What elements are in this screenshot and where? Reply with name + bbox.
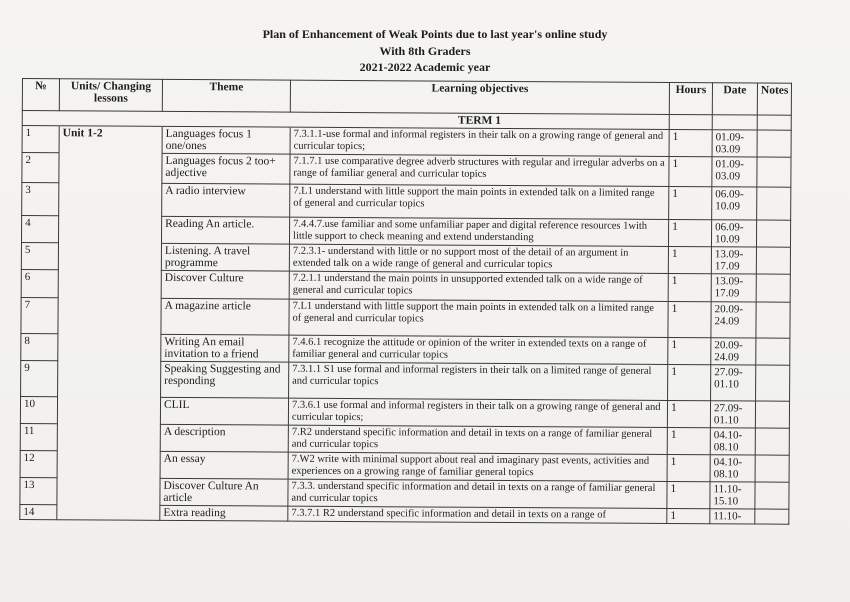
row-date: 01.09-03.09 bbox=[712, 157, 757, 187]
row-theme: Languages focus 1 one/ones bbox=[162, 126, 290, 154]
row-notes bbox=[757, 157, 792, 187]
row-objective: 7.2.3.1- understand with little or no support most of the detail of an argument in extended talk on a wide range of general and curricular topics bbox=[289, 244, 668, 273]
column-header-units: Units/ Changing lessons bbox=[59, 79, 162, 112]
row-hours: 1 bbox=[668, 246, 711, 273]
row-notes bbox=[757, 130, 792, 157]
row-date: 11.10-15.10 bbox=[710, 482, 755, 509]
row-notes bbox=[757, 187, 792, 220]
row-objective: 7.2.1.1 understand the main points in unsupported extended talk on a wide range of general and curricular topics bbox=[289, 271, 668, 301]
row-objective: 7.W2 write with minimal support about real and imaginary past events, activities and experiences on a growing range of familiar general topics bbox=[288, 452, 667, 481]
row-date: 20.09-24.09 bbox=[711, 338, 756, 365]
table-header-row bbox=[22, 79, 792, 116]
row-notes bbox=[756, 247, 791, 274]
row-notes bbox=[755, 401, 790, 428]
row-objective: 7.L1 understand with little support the main points in extended talk on a limited range of general and curricular topics bbox=[290, 184, 669, 219]
row-hours: 1 bbox=[668, 364, 711, 400]
row-number: 4 bbox=[21, 216, 58, 243]
row-hours: 1 bbox=[669, 186, 712, 219]
row-hours: 1 bbox=[669, 156, 712, 186]
row-theme: CLIL bbox=[160, 397, 288, 425]
row-date: 27.09-01.10 bbox=[710, 401, 755, 428]
row-objective: 7.3.7.1 R2 understand specific information and detail in texts on a range of bbox=[288, 506, 667, 523]
row-theme: A radio interview bbox=[162, 183, 290, 217]
row-number: 9 bbox=[21, 360, 58, 396]
row-notes bbox=[756, 220, 791, 247]
row-theme: Reading An article. bbox=[161, 216, 289, 244]
row-theme: Speaking Suggesting and responding bbox=[161, 361, 289, 398]
row-notes bbox=[756, 274, 791, 302]
row-theme: Extra reading bbox=[160, 505, 288, 521]
unit-cell: Unit 1-2 bbox=[57, 126, 162, 521]
row-notes bbox=[756, 338, 791, 365]
row-hours: 1 bbox=[667, 400, 710, 427]
row-objective: 7.1.7.1 use comparative degree adverb structures with regular and irregular adverbs on a range of familiar general and curricular topics bbox=[290, 154, 669, 186]
row-number: 2 bbox=[22, 153, 59, 183]
column-header-objectives: Learning objectives bbox=[290, 80, 669, 114]
row-theme: A description bbox=[160, 424, 288, 452]
row-hours: 1 bbox=[667, 427, 710, 454]
row-objective: 7.4.6.1 recognize the attitude or opinion of the writer in extended texts on a range of familiar general and curricular topics bbox=[289, 335, 668, 364]
row-number: 1 bbox=[22, 126, 59, 153]
document-subtitle-grade: With 8th Graders bbox=[379, 44, 471, 58]
row-number: 14 bbox=[20, 504, 57, 519]
row-date: 04.10-08.10 bbox=[710, 455, 755, 482]
row-objective: 7.3.6.1 use formal and informal registers in their talk on a growing range of general and curricular topics; bbox=[288, 398, 667, 427]
row-date: 11.10- bbox=[710, 509, 755, 524]
row-hours: 1 bbox=[668, 301, 711, 337]
row-date: 13.09-17.09 bbox=[711, 247, 756, 274]
row-hours: 1 bbox=[669, 129, 712, 156]
column-header-notes: Notes bbox=[757, 83, 792, 115]
row-date: 04.10-08.10 bbox=[710, 428, 755, 455]
row-notes bbox=[755, 428, 790, 455]
row-date: 06.09-10.09 bbox=[712, 187, 757, 220]
row-objective: 7.3.1.1-use formal and informal registers in their talk on a growing range of general and curricular topics; bbox=[290, 127, 669, 156]
row-objective: 7.L1 understand with little support the main points in extended talk on a limited range of general and curricular topics bbox=[289, 299, 668, 337]
row-notes bbox=[756, 302, 791, 338]
row-hours: 1 bbox=[668, 273, 711, 301]
row-number: 3 bbox=[22, 183, 59, 216]
document-title: Plan of Enhancement of Weak Points due to last year's online study bbox=[262, 27, 608, 41]
row-objective: 7.3.1.1 S1 use formal and informal registers in their talk on a limited range of general and curricular topics bbox=[289, 362, 668, 400]
row-number: 6 bbox=[21, 269, 58, 297]
row-objective: 7.R2 understand specific information and detail in texts on a range of familiar general and curricular topics bbox=[288, 425, 667, 454]
row-date: 20.09-24.09 bbox=[711, 302, 756, 338]
row-number: 8 bbox=[21, 333, 58, 360]
row-theme: Listening. A travel programme bbox=[161, 243, 289, 271]
row-hours: 1 bbox=[668, 337, 711, 364]
row-notes bbox=[755, 455, 790, 482]
row-theme: Languages focus 2 too+ adjective bbox=[162, 153, 290, 184]
row-date: 01.09-03.09 bbox=[712, 130, 757, 157]
term-label: TERM 1 bbox=[290, 112, 669, 129]
row-theme: Writing An email invitation to a friend bbox=[161, 334, 289, 362]
row-hours: 1 bbox=[667, 481, 710, 508]
column-header-theme: Theme bbox=[162, 79, 290, 112]
row-date: 27.09-01.10 bbox=[711, 365, 756, 401]
row-objective: 7.4.4.7.use familiar and some unfamiliar paper and digital reference resources 1with little support to check meaning and extend understanding bbox=[289, 217, 668, 246]
row-theme: Discover Culture bbox=[161, 270, 289, 299]
row-theme: A magazine article bbox=[161, 298, 289, 335]
row-notes bbox=[755, 509, 790, 524]
document-subtitle-year: 2021-2022 Academic year bbox=[359, 60, 491, 74]
row-number: 13 bbox=[20, 477, 57, 504]
plan-table bbox=[19, 78, 792, 525]
row-theme: An essay bbox=[160, 451, 288, 479]
row-number: 11 bbox=[20, 423, 57, 450]
row-number: 7 bbox=[21, 297, 58, 333]
row-theme: Discover Culture An article bbox=[160, 478, 288, 506]
row-notes bbox=[756, 365, 791, 401]
column-header-hours: Hours bbox=[669, 82, 712, 114]
row-number: 12 bbox=[20, 450, 57, 477]
row-number: 10 bbox=[20, 396, 57, 423]
column-header-date: Date bbox=[712, 83, 757, 115]
row-hours: 1 bbox=[668, 219, 711, 246]
row-objective: 7.3.3. understand specific information and detail in texts on a range of familiar general and curricular topics bbox=[288, 479, 667, 508]
row-date: 06.09-10.09 bbox=[711, 220, 756, 247]
column-header-number: № bbox=[22, 79, 59, 111]
table-row bbox=[22, 126, 792, 158]
row-hours: 1 bbox=[667, 508, 710, 523]
row-number: 5 bbox=[21, 242, 58, 269]
row-date: 13.09-17.09 bbox=[711, 274, 756, 302]
row-hours: 1 bbox=[667, 454, 710, 481]
row-notes bbox=[755, 482, 790, 509]
